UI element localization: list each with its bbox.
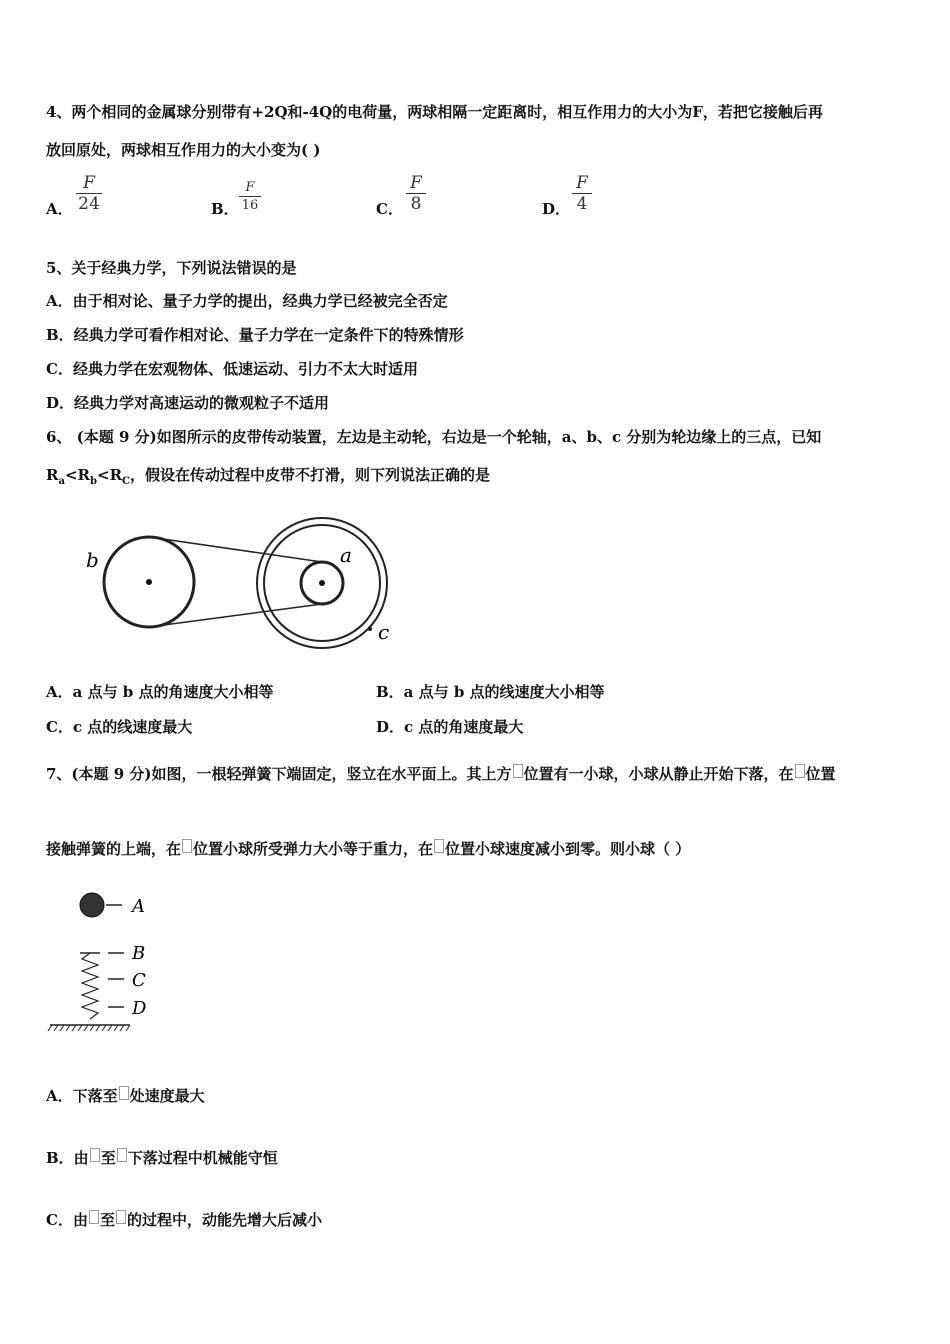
q6-option-a: A．a 点与 b 点的角速度大小相等 [46, 683, 274, 701]
q4-option-b-num: F [245, 180, 255, 195]
q6-option-c: C．c 点的线速度最大 [46, 718, 193, 736]
q4-option-c-label: C． [376, 200, 403, 218]
q4-option-b-fraction [239, 180, 261, 213]
q6-stem-line1: 6、 (本题 9 分)如图所示的皮带传动装置，左边是主动轮，右边是一个轮轴，a、b、c 分别为轮边缘上的三点，已知 [46, 428, 822, 446]
q4-option-d-label: D． [542, 200, 571, 218]
label-C: C [132, 970, 146, 991]
q4-option-a-num: F [83, 173, 95, 193]
q4-option-a-fraction [76, 174, 102, 213]
q6-option-d: D．c 点的角速度最大 [376, 718, 524, 736]
q4-option-c-den: 8 [410, 194, 422, 214]
ball [80, 893, 104, 917]
q4-option-b-den: 16 [241, 198, 259, 213]
label-B: B [132, 943, 146, 964]
belt-pulley-diagram [80, 505, 420, 655]
q7-option-a: A．下落至 处速度最大 [46, 1087, 205, 1105]
q4-option-a-label: A． [46, 200, 73, 218]
q5-option-d: D．经典力学对高速运动的微观粒子不适用 [46, 394, 330, 412]
label-D: D [132, 998, 147, 1019]
q4-option-d-num: F [576, 173, 588, 193]
label-a: a [340, 543, 352, 567]
label-b: b [86, 548, 99, 572]
label-A: A [132, 896, 145, 917]
q4-option-d-den: 4 [576, 194, 588, 214]
spring [82, 953, 98, 1019]
q5-option-a: A．由于相对论、量子力学的提出，经典力学已经被完全否定 [46, 292, 448, 310]
belt-top [149, 537, 322, 562]
q5-option-c: C．经典力学在宏观物体、低速运动、引力不太大时适用 [46, 360, 418, 378]
q5-stem: 5、关于经典力学，下列说法错误的是 [46, 259, 297, 277]
q4-option-c-num: F [410, 173, 422, 193]
q4-stem-line2: 放回原处，两球相互作用力的大小变为( ) [46, 141, 321, 159]
q7-option-b: B．由 至 下落过程中机械能守恒 [46, 1149, 278, 1167]
q4-stem-line1: 4、两个相同的金属球分别带有+2Q和-4Q的电荷量，两球相隔一定距离时，相互作用力的大小为F，若把它接触后再 [46, 103, 823, 121]
q4-option-b-label: B． [211, 200, 239, 218]
q4-option-c-fraction [406, 174, 426, 213]
q5-option-b: B．经典力学可看作相对论、量子力学在一定条件下的特殊情形 [46, 326, 464, 344]
q4-option-d-fraction [572, 174, 592, 213]
q7-stem-line2: 接触弹簧的上端，在 位置小球所受弹力大小等于重力，在 位置小球速度减小到零。则小球（ ） [46, 840, 691, 858]
spring-ball-diagram [44, 885, 174, 1040]
label-c: c [378, 620, 390, 644]
belt-bottom [149, 604, 322, 627]
q4-option-a-den: 24 [78, 194, 100, 214]
q6-option-b: B．a 点与 b 点的线速度大小相等 [376, 683, 605, 701]
q7-stem-line1: 7、(本题 9 分)如图，一根轻弹簧下端固定，竖立在水平面上。其上方 位置有一小球，小球从静止开始下落，在 位置 [46, 765, 836, 783]
q6-stem-line2: $R_a<R_b<R_C$，假设在传动过程中皮带不打滑，则下列说法正确的是 [46, 466, 491, 487]
q7-option-c: C．由 至 的过程中，动能先增大后减小 [46, 1211, 322, 1229]
